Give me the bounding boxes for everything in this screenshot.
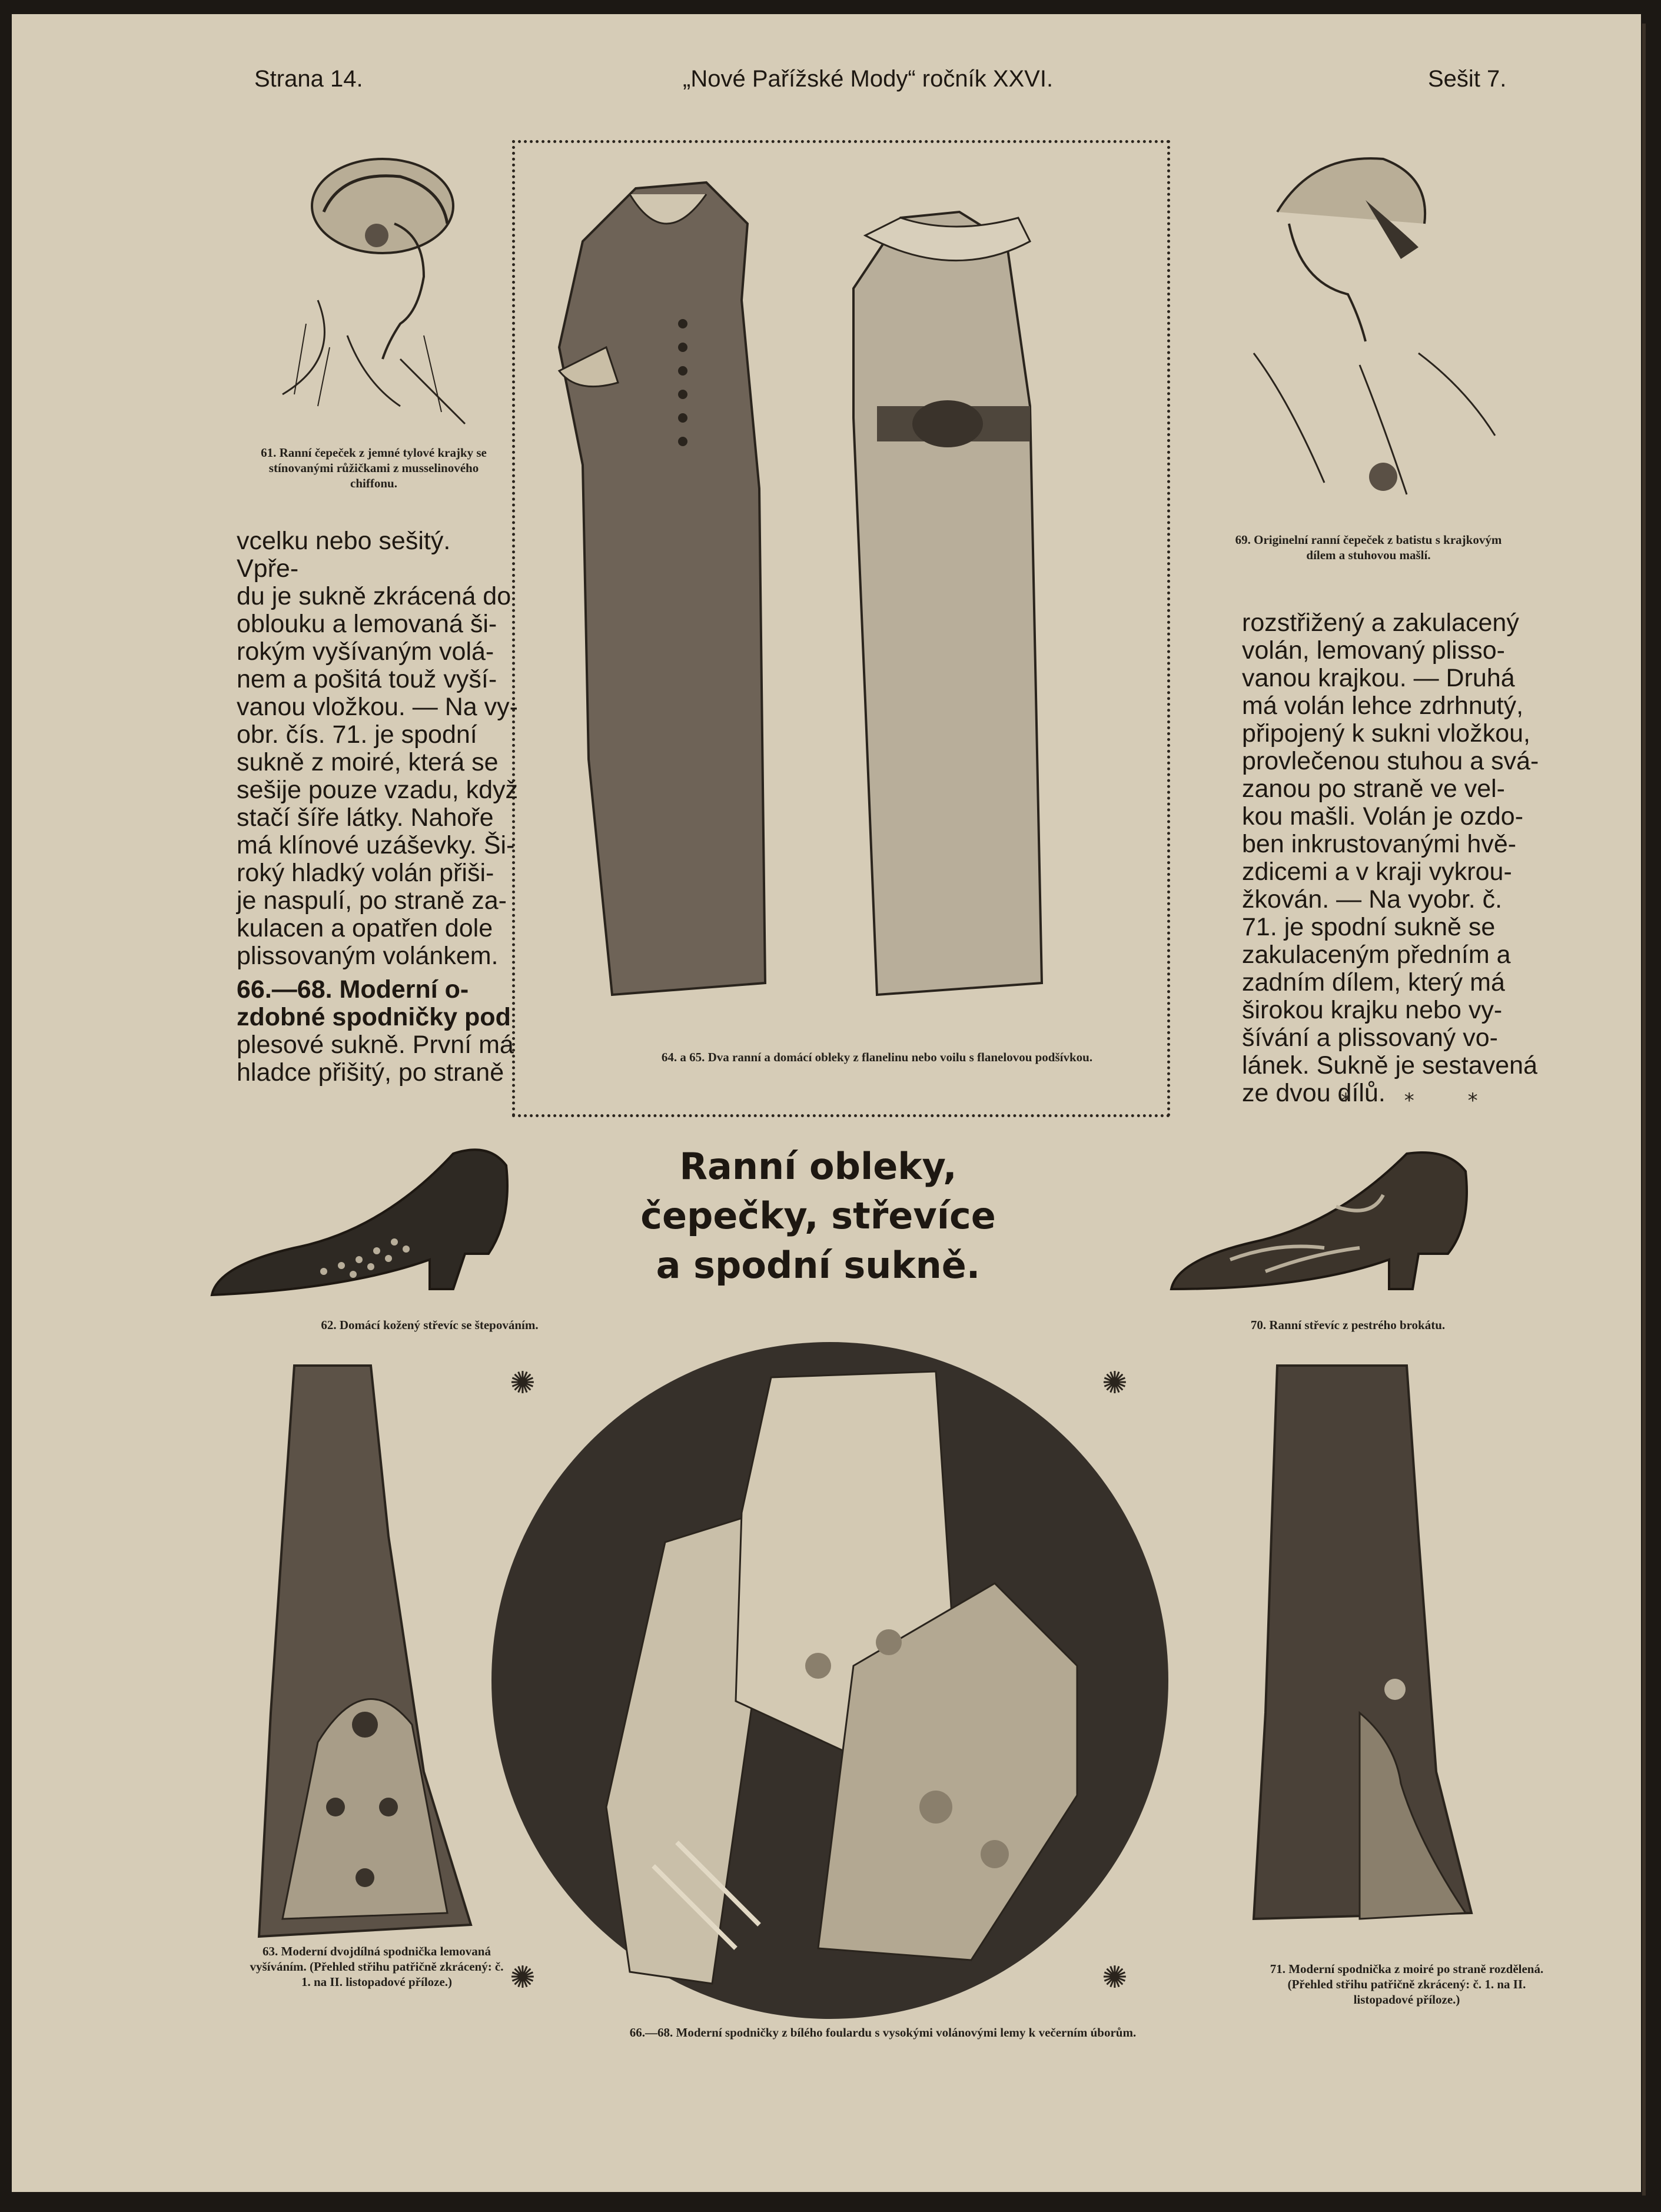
coats-illustration-64-65: [547, 171, 1136, 1024]
caption-62: 62. Domácí kožený střevíc se štepováním.: [321, 1318, 539, 1332]
caption-71: 71. Moderní spodnička z moiré po straně rozdělená. (Přehled střihu patřičně zkrácený: č. 1. na II. listopadové příloze.): [1270, 1962, 1544, 2007]
text-line: ze dvou dílů.: [1242, 1079, 1386, 1107]
text-line: kou mašli. Volán je ozdo-: [1242, 802, 1524, 831]
text-line: 71. je spodní sukně se: [1242, 913, 1496, 941]
right-text-column: [1242, 609, 1548, 1107]
caption-61: 61. Ranní čepeček z jemné tylové krajky se stínovanými růžičkami z musselinového chiffonu.: [261, 446, 487, 490]
text-line: du je sukně zkrácená do: [237, 582, 511, 610]
caption-63: 63. Moderní dvojdílná spodnička lemovaná vyšíváním. (Přehled střihu patřičně zkrácený: č. 1. na II. listopadové příloze.): [250, 1944, 504, 1989]
text-line: zanou po straně ve vel-: [1242, 775, 1505, 803]
text-line: volán, lemovaný plisso-: [1242, 636, 1505, 665]
text-line: kulacen a opatřen dole: [237, 914, 493, 942]
cap-illustration-69: [1230, 141, 1513, 506]
text-line: lánek. Sukně je sestavená: [1242, 1051, 1537, 1080]
skirt-illustration-71: [1242, 1360, 1489, 1937]
text-line: plesové sukně. První má: [237, 1031, 514, 1059]
caption-69: 69. Originelní ranní čepeček z batistu s krajkovým dílem a stuhovou mašlí.: [1235, 533, 1502, 562]
caption-66-68: 66.—68. Moderní spodničky z bílého foulardu s vysokými volánovými lemy k večerním úborům.: [629, 2025, 1137, 2040]
caption-64-65: 64. a 65. Dva ranní a domácí obleky z flanelinu nebo voilu s flanelovou podšívkou.: [661, 1050, 1093, 1064]
text-line: zakulaceným předním a: [1242, 941, 1511, 969]
ornament-icon: ✺: [1102, 1366, 1128, 1401]
text-line: připojený k sukni vložkou,: [1242, 719, 1530, 748]
text-line: vanou krajkou. — Druhá: [1242, 664, 1515, 692]
text-line: má volán lehce zdrhnutý,: [1242, 692, 1524, 720]
text-line: obr. čís. 71. je spodní: [237, 720, 477, 749]
shoe-illustration-70: [1160, 1136, 1489, 1313]
text-line: provlečenou stuhou a svá-: [1242, 747, 1539, 775]
ornament-icon: ✺: [1102, 1960, 1128, 1995]
page-number: Strana 14.: [254, 66, 363, 92]
text-line: zdicemi a v kraji vykrou-: [1242, 858, 1512, 886]
text-line: ben inkrustovanými hvě-: [1242, 830, 1517, 858]
section-divider-stars: * * *: [1341, 1089, 1501, 1112]
text-line: sukně z moiré, která se: [237, 748, 499, 776]
text-line: širokou krajku nebo vy-: [1242, 996, 1503, 1024]
text-line: vanou vložkou. — Na vy-: [237, 693, 518, 721]
text-line: nem a pošitá touž vyší-: [237, 665, 497, 693]
ornament-icon: ✺: [510, 1366, 536, 1401]
caption-70: 70. Ranní střevíc z pestrého brokátu.: [1250, 1318, 1446, 1332]
petticoats-illustration-66-68: [489, 1336, 1171, 2025]
title-line-1: Ranní obleky, čepečky, střevíce: [640, 1145, 996, 1237]
ornament-icon: ✺: [510, 1960, 536, 1995]
cap-illustration-61: [247, 147, 506, 430]
text-line: roký hladký volán přiši-: [237, 859, 494, 887]
text-line: hladce přišitý, po straně: [237, 1058, 504, 1087]
left-text-column: [237, 527, 519, 1087]
text-line: žkován. — Na vyobr. č.: [1242, 885, 1503, 914]
text-line: šívání a plissovaný vo-: [1242, 1024, 1498, 1052]
page-title: [589, 1142, 1048, 1290]
shoe-illustration-62: [206, 1136, 524, 1313]
text-line: rozstřižený a zakulacený: [1242, 609, 1519, 637]
text-line: zadním dílem, který má: [1242, 968, 1505, 997]
section-heading-cont: zdobné spodničky pod: [237, 1003, 511, 1031]
text-line: oblouku a lemovaná ši-: [237, 610, 497, 638]
binding-edge: [1642, 24, 1646, 2196]
text-line: vcelku nebo sešitý. Vpře-: [237, 527, 451, 583]
text-line: je naspulí, po straně za-: [237, 886, 507, 915]
text-line: rokým vyšívaným volá-: [237, 637, 494, 666]
title-line-2: a spodní sukně.: [656, 1244, 981, 1287]
text-line: sešije pouze vzadu, když: [237, 776, 519, 804]
section-heading: 66.—68. Moderní o-: [237, 975, 469, 1004]
text-line: plissovaným volánkem.: [237, 942, 499, 970]
text-line: stačí šíře látky. Nahoře: [237, 803, 494, 832]
text-line: má klínové uzáševky. Ši-: [237, 831, 515, 859]
issue-number: Sešit 7.: [1428, 66, 1507, 92]
magazine-title: „Nové Pařížské Mody“ ročník XXVI.: [683, 66, 1054, 92]
skirt-illustration-63: [247, 1360, 506, 1948]
